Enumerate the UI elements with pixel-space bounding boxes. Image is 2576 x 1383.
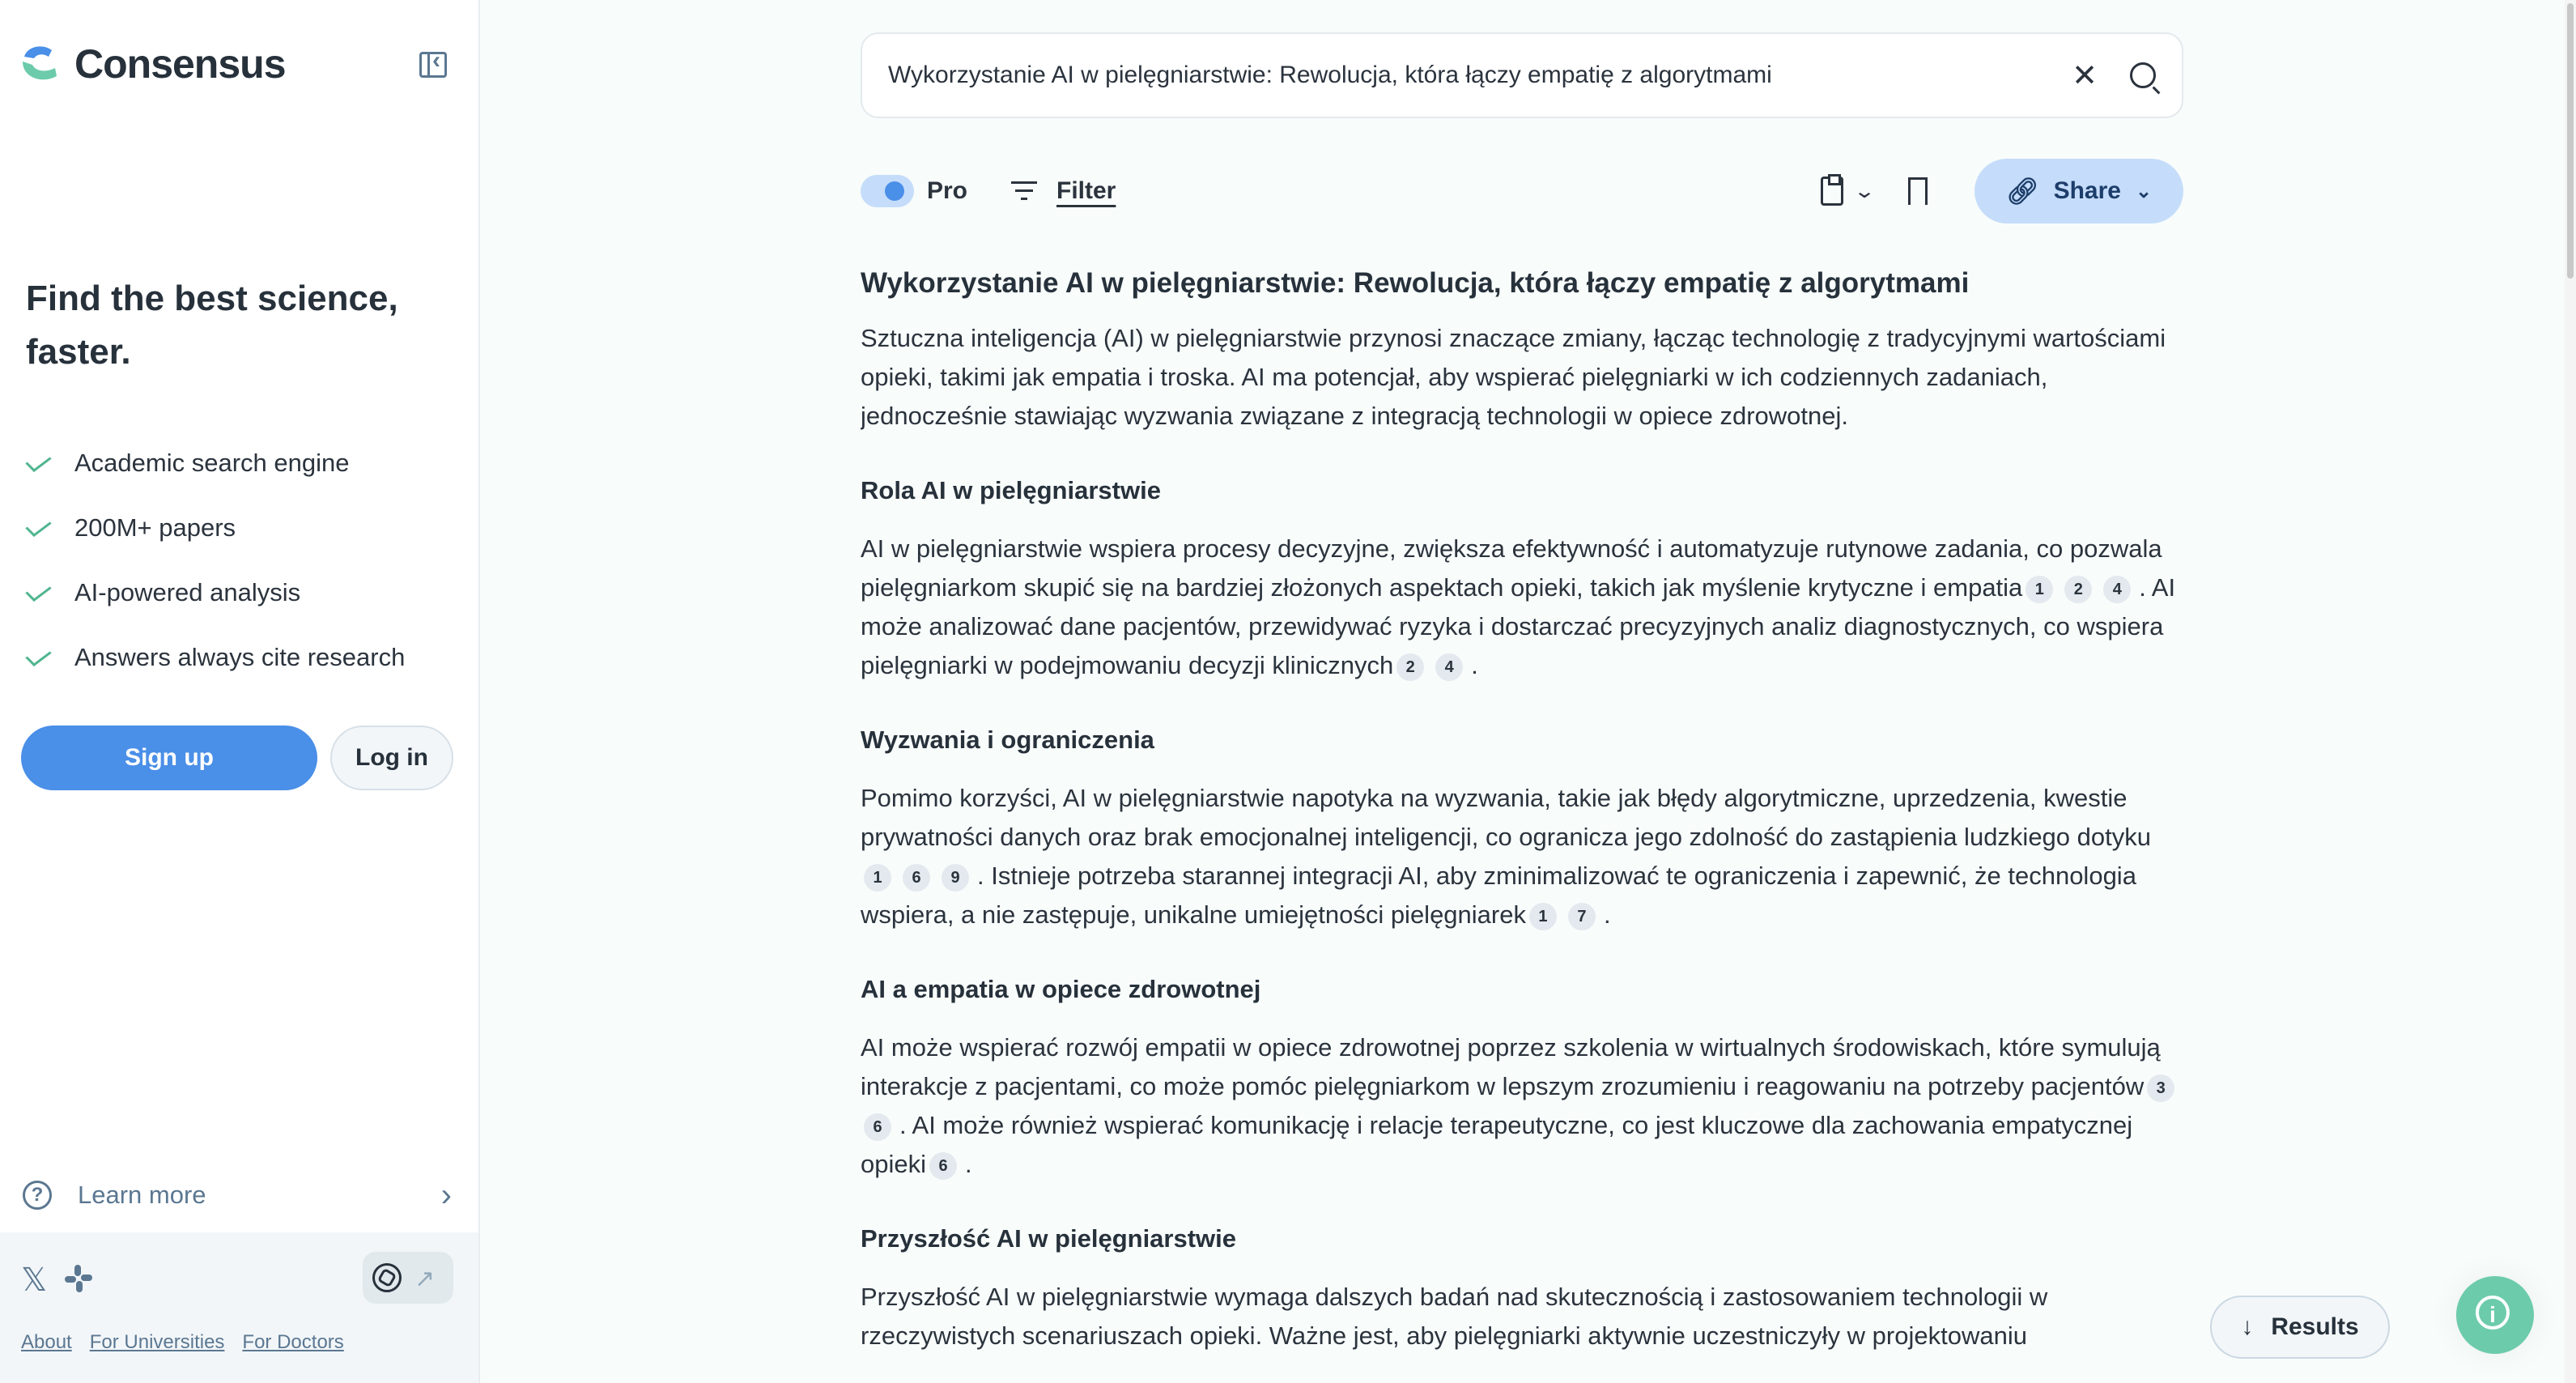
paragraph-text: Pomimo korzyści, AI w pielęgniarstwie napotyka na wyzwania, takie jak błędy algorytmiczne, uprzedzenia, kwestie prywatności danych oraz brak emocjonalnej inteligencji, co ogranicza jego zdolność do zastąpienia ludzkiego dotyku	[861, 784, 2151, 851]
citation-badge[interactable]: 2	[1396, 653, 1424, 681]
tagline: Find the best science, faster.	[26, 279, 398, 372]
feature-label: Academic search engine	[74, 449, 350, 477]
section-paragraph	[861, 1278, 2183, 1355]
toolbar-actions	[1821, 159, 2183, 223]
toolbar	[861, 159, 2183, 223]
share-label: Share	[2053, 177, 2121, 204]
paragraph-text: .	[1471, 651, 1478, 679]
feature-item	[29, 431, 405, 496]
search-icon[interactable]	[2130, 62, 2156, 88]
arrow-down-icon: ↓	[2241, 1313, 2254, 1340]
paragraph-text: . AI może również wspierać komunikację i relacje terapeutyczne, co jest kluczowe dla zachowania empatycznej opieki	[861, 1111, 2133, 1178]
feature-item	[29, 625, 405, 690]
citation-badge[interactable]: 3	[2147, 1074, 2174, 1102]
sign-up-button[interactable]: Sign up	[21, 726, 317, 790]
chevron-down-icon: ⌄	[2135, 180, 2153, 202]
bookmark-icon[interactable]	[1908, 177, 1928, 205]
chevron-down-icon[interactable]: ⌄	[1852, 180, 1877, 202]
help-icon: ?	[23, 1181, 52, 1210]
section-heading: Przyszłość AI w pielęgniarstwie	[861, 1224, 1237, 1253]
filter-button[interactable]: Filter	[1056, 177, 1116, 204]
citation-badge[interactable]: 9	[942, 864, 969, 892]
feature-label: 200M+ papers	[74, 513, 236, 542]
feature-list	[29, 431, 405, 690]
feature-item	[29, 496, 405, 560]
answer-content	[861, 261, 2183, 1383]
chevron-right-icon: ›	[440, 1177, 452, 1213]
for-universities-link[interactable]: For Universities	[89, 1331, 225, 1353]
pro-toggle[interactable]	[861, 175, 914, 207]
section-paragraph	[861, 530, 2183, 685]
sidebar	[0, 0, 480, 1383]
about-link[interactable]: About	[21, 1331, 72, 1353]
logo[interactable]	[19, 40, 286, 87]
chatgpt-link[interactable]	[363, 1252, 453, 1304]
brand-name: Consensus	[74, 41, 286, 87]
citation-badge[interactable]: 1	[2026, 576, 2053, 603]
filter-icon[interactable]	[1011, 181, 1037, 201]
results-button[interactable]	[2210, 1296, 2390, 1359]
link-icon: 🔗︎	[2005, 177, 2039, 206]
check-icon	[29, 585, 57, 601]
sidebar-footer	[0, 1232, 478, 1383]
consensus-logo-icon	[19, 44, 60, 84]
external-link-icon: ↗	[414, 1266, 436, 1292]
section-heading: AI a empatia w opiece zdrowotnej	[861, 975, 1261, 1003]
citation-badge[interactable]: 2	[2064, 576, 2092, 603]
paragraph-text: Przyszłość AI w pielęgniarstwie wymaga dalszych badań nad skutecznością i zastosowaniem technologii w rzeczywistych scenariuszach opieki. Ważne jest, aby pielęgniarki aktywnie uczestniczyły w projektowaniu	[861, 1283, 2048, 1350]
paragraph-text: .	[965, 1150, 972, 1178]
check-icon	[29, 455, 57, 471]
citation-badge[interactable]: 1	[1529, 903, 1557, 930]
feature-label: AI-powered analysis	[74, 578, 301, 606]
citation-badge[interactable]: 6	[864, 1113, 891, 1141]
feature-item	[29, 560, 405, 625]
clipboard-icon[interactable]	[1821, 177, 1843, 206]
section-heading: Rola AI w pielęgniarstwie	[861, 476, 1161, 504]
learn-more-label: Learn more	[78, 1181, 206, 1209]
openai-icon	[372, 1263, 402, 1292]
citation-badge[interactable]: 6	[903, 864, 930, 892]
answer-title: Wykorzystanie AI w pielęgniarstwie: Rewolucja, która łączy empatię z algorytmami	[861, 267, 1970, 299]
info-button[interactable]	[2456, 1276, 2534, 1354]
slack-icon[interactable]	[65, 1265, 92, 1292]
check-icon	[29, 649, 57, 666]
citation-badge[interactable]: 4	[2103, 576, 2131, 603]
clear-icon[interactable]: ✕	[2072, 58, 2098, 93]
paragraph-text: AI w pielęgniarstwie wspiera procesy decyzyjne, zwiększa efektywność i automatyzuje rutynowe zadania, co pozwala pielęgniarkom skupić się na bardziej złożonych aspektach opieki, takich jak myślenie krytyczne i empatia	[861, 534, 2162, 602]
collapse-sidebar-icon[interactable]	[419, 52, 447, 78]
results-label: Results	[2271, 1313, 2359, 1340]
citation-badge[interactable]: 1	[864, 864, 891, 892]
scrollbar[interactable]	[2565, 0, 2576, 1383]
paragraph-text: AI może wspierać rozwój empatii w opiece zdrowotnej poprzez szkolenia w wirtualnych środowiskach, które symulują interakcje z pacjentami, co może pomóc pielęgniarkom w lepszym zrozumieniu i reagowaniu na potrzeby pacjentów	[861, 1033, 2161, 1100]
learn-more-link[interactable]	[23, 1171, 452, 1219]
section-paragraph	[861, 1028, 2183, 1184]
citation-badge[interactable]: 7	[1568, 903, 1596, 930]
footer-links	[21, 1331, 344, 1354]
search-bar	[861, 32, 2183, 118]
citation-badge[interactable]: 4	[1435, 653, 1463, 681]
intro-paragraph: Sztuczna inteligencja (AI) w pielęgniarstwie przynosi znaczące zmiany, łącząc technologię z tradycyjnymi wartościami opieki, takimi jak empatia i troska. AI ma potencjał, aby wspierać pielęgniarki w ich codziennych zadaniach, jednocześnie stawiając wyzwania związane z integracją technologii w opiece zdrowotnej.	[861, 324, 2166, 430]
citation-badge[interactable]: 6	[929, 1152, 957, 1180]
x-twitter-icon[interactable]: 𝕏	[21, 1262, 48, 1298]
pro-label: Pro	[927, 177, 968, 204]
section-paragraph	[861, 779, 2183, 934]
paragraph-text: . AI może analizować dane pacjentów, przewidywać ryzyka i dostarczać precyzyjnych analiz diagnostycznych, co wspiera pielęgniarki w podejmowaniu decyzji klinicznych	[861, 573, 2176, 679]
paragraph-text: .	[1603, 900, 1611, 929]
log-in-button[interactable]: Log in	[330, 726, 453, 790]
paragraph-text: . Istnieje potrzeba starannej integracji AI, aby zminimalizować te ograniczenia i zapewnić, że technologia wspiera, a nie zastępuje, unikalne umiejętności pielęgniarek	[861, 862, 2136, 929]
feature-label: Answers always cite research	[74, 643, 406, 671]
sections	[861, 471, 2183, 1355]
check-icon	[29, 520, 57, 536]
share-button[interactable]	[1975, 159, 2183, 223]
for-doctors-link[interactable]: For Doctors	[242, 1331, 344, 1353]
search-input[interactable]	[888, 62, 2072, 89]
section-heading: Wyzwania i ograniczenia	[861, 726, 1154, 754]
